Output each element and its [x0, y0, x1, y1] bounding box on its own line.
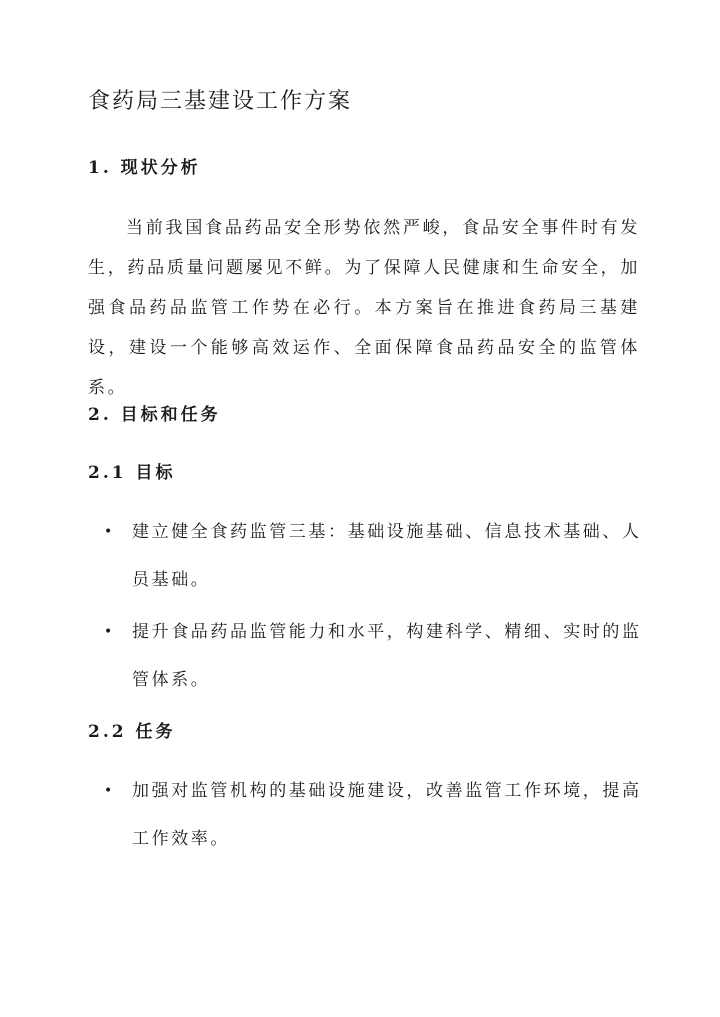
goal-item-text: 建立健全食药监管三基：基础设施基础、信息技术基础、人员基础。 — [132, 522, 642, 590]
task-list-item — [104, 767, 652, 863]
bullet-icon: • — [104, 624, 115, 640]
subsection-heading-goals: 2.1 目标 — [88, 463, 176, 483]
bullet-icon: • — [104, 524, 115, 540]
goal-item-text: 提升食品药品监管能力和水平，构建科学、精细、实时的监管体系。 — [132, 622, 642, 690]
section-heading-status-analysis: 1. 现状分析 — [88, 158, 201, 178]
status-analysis-paragraph: 当前我国食品药品安全形势依然严峻，食品安全事件时有发生，药品质量问题屡见不鲜。为了保障人民健康和生命安全，加强食品药品监管工作势在必行。本方案旨在推进食药局三基建设，建设一个能够高效运作、全面保障食品药品安全的监管体系。 — [88, 218, 640, 398]
task-item-text: 加强对监管机构的基础设施建设，改善监管工作环境，提高工作效率。 — [132, 781, 642, 849]
goal-list-item — [104, 508, 652, 604]
bullet-icon: • — [104, 783, 115, 799]
document-title: 食药局三基建设工作方案 — [88, 89, 353, 114]
section-heading-goals-and-tasks: 2. 目标和任务 — [88, 405, 221, 425]
goal-list-item — [104, 608, 652, 704]
subsection-heading-tasks: 2.2 任务 — [88, 722, 176, 742]
